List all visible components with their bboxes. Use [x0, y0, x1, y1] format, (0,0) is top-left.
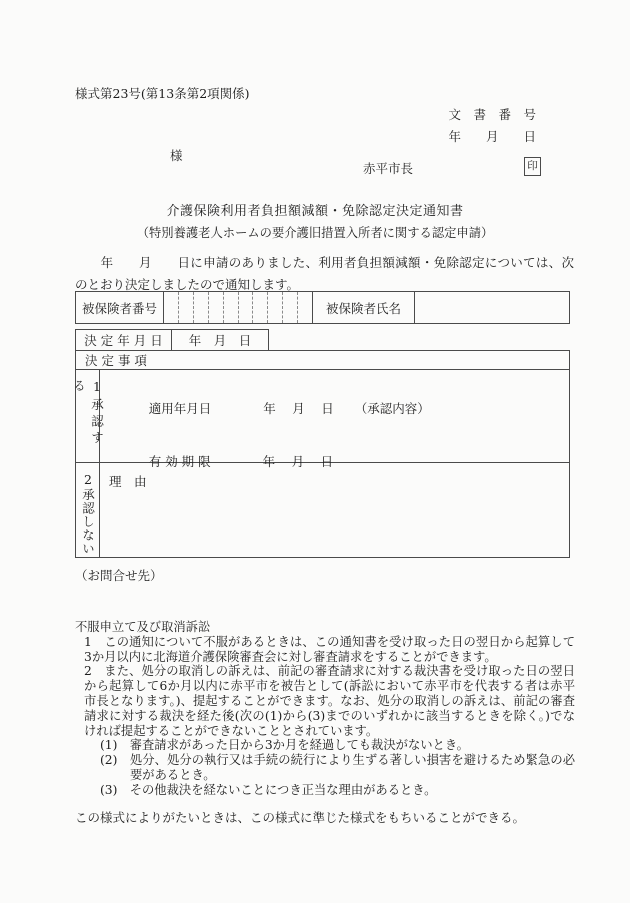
reject-content — [100, 463, 569, 557]
appeal-item-2: 2 また、処分の取消しの訴えは、前記の審査請求に対する裁決書を受け取った日の翌日から起算して6か月以内に赤平市を被告として(訴訟において赤平市を代表する者は赤平市長となります。)、提起することができます。なお、処分の取消しの訴えは、前記の審査請求に対する裁決を経た後(次の(1)から(3)までのいずれかに該当するときを除く。)でなければ提起することができないこととされています。 — [84, 664, 575, 738]
document-title: 介護保険利用者負担額減額・免除認定決定通知書 — [166, 204, 464, 219]
insured-number-cell — [297, 292, 312, 323]
addressee-suffix: 様 — [170, 148, 183, 163]
reject-row — [76, 463, 569, 557]
reason-label: 理 由 — [109, 474, 147, 489]
insured-person-table — [75, 291, 570, 324]
approve-content — [100, 370, 569, 469]
insured-number-cell — [223, 292, 238, 323]
closing-note: この様式によりがたいときは、この様式に準じた様式をもちいることができる。 — [75, 810, 526, 825]
insured-number-cell — [238, 292, 253, 323]
approval-note: （承認内容） — [354, 401, 430, 416]
expiry-label: 有 効 期 限 — [148, 454, 211, 469]
apply-date-line — [109, 384, 430, 432]
appeal-subitem-2: (2) 処分、処分の執行又は手続の続行により生ずる著しい損害を避けるため緊急の必要があるとき。 — [100, 753, 575, 782]
insured-number-cell — [208, 292, 223, 323]
decision-date-label: 決 定 年 月 日 — [76, 330, 172, 350]
approve-row — [71, 370, 569, 469]
document-meta — [448, 104, 536, 148]
insured-name-label: 被保険者氏名 — [313, 292, 415, 323]
document-date-blank: 年 月 日 — [448, 129, 536, 144]
appeal-heading: 不服申立て及び取消訴訟 — [75, 620, 211, 634]
insured-number-label: 被保険者番号 — [76, 292, 164, 323]
sender-title: 赤平市長 — [363, 161, 414, 176]
notice-paragraph: 年 月 日に申請のありました、利用者負担額減額・免除認定については、次のとおり決定しましたので通知します。 — [75, 255, 574, 292]
expiry-date-blank: 年 月 日 — [262, 454, 334, 469]
insured-number-cell — [252, 292, 267, 323]
insured-number-cell — [178, 292, 193, 323]
contact-label: （お問合せ先） — [75, 568, 163, 583]
approve-side-cell — [71, 370, 105, 462]
insured-number-cell — [282, 292, 297, 323]
form-number: 様式第23号(第13条第2項関係) — [75, 86, 250, 101]
reject-side-cell — [76, 463, 100, 557]
insured-number-cell — [164, 292, 178, 323]
reject-side-label: 2承認しない — [80, 472, 96, 556]
apply-date-label: 適用年月日 — [148, 401, 212, 416]
seal-placeholder: 印 — [524, 157, 541, 176]
decision-items-table — [71, 350, 570, 558]
appeal-subitem-1: (1) 審査請求があった日から3か月を経過しても裁決がないとき。 — [100, 738, 469, 753]
insured-number-cell — [267, 292, 282, 323]
approve-side-label: 1承認する — [71, 379, 105, 448]
document-subtitle: （特別養護老人ホームの要介護旧措置入所者に関する認定申請） — [136, 226, 494, 240]
decision-date-table — [75, 329, 269, 350]
decision-items-header: 決 定 事 項 — [76, 351, 569, 370]
insured-name-field — [415, 292, 569, 323]
document-number-label: 文 書 番 号 — [448, 107, 536, 122]
decision-date-value: 年 月 日 — [188, 333, 252, 348]
apply-date-blank: 年 月 日 — [263, 401, 334, 416]
insured-number-field — [164, 292, 313, 323]
appeal-section — [75, 620, 575, 798]
appeal-item-1: 1 この通知について不服があるときは、この通知書を受け取った日の翌日から起算して3か月以内に北海道介護保険審査会に対し審査請求をすることができます。 — [84, 634, 575, 664]
appeal-subitem-3: (3) その他裁決を経ないことにつき正当な理由があるとき。 — [100, 782, 437, 797]
insured-number-cell — [193, 292, 208, 323]
